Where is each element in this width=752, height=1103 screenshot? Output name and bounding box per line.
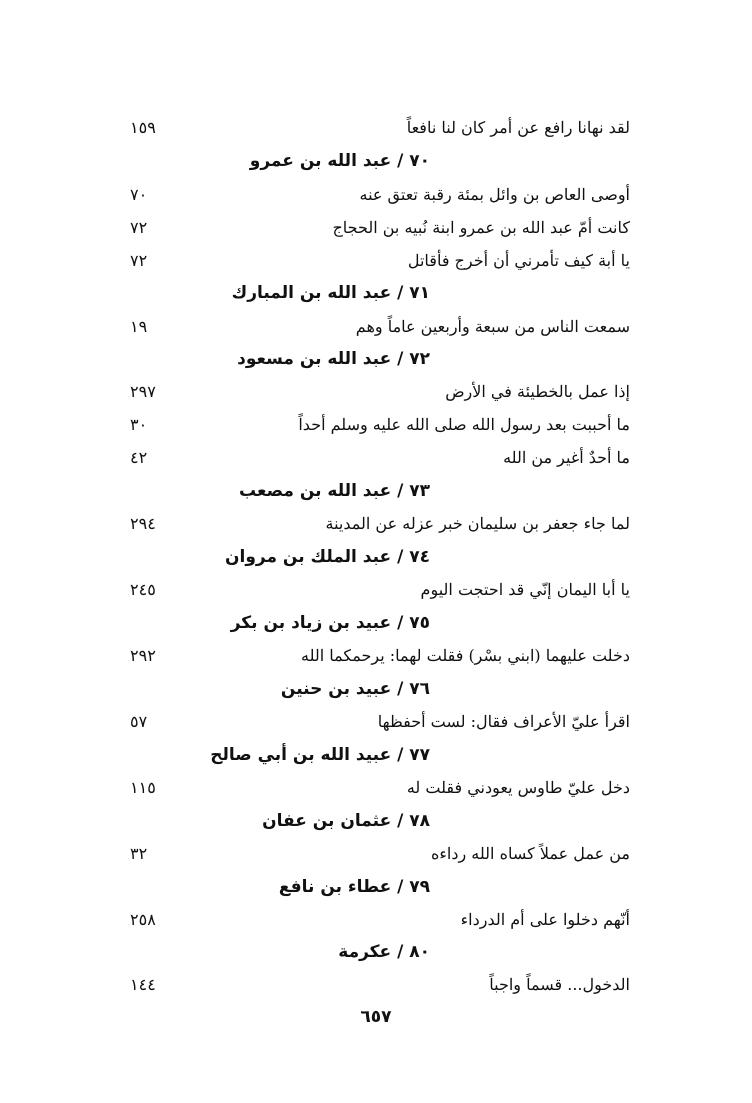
- index-entry: [120, 113, 630, 143]
- entry-page-number: ٧٢: [130, 218, 148, 237]
- entry-title: دخلت عليهما (ابني بسْر) فقلت لهما: يرحمكما الله: [301, 646, 630, 665]
- index-entry: [120, 180, 630, 210]
- index-entry: [120, 970, 630, 1000]
- index-entry: [120, 905, 630, 935]
- entry-title: يا أبا اليمان إنّي قد احتجت اليوم: [420, 580, 630, 599]
- index-entry: [120, 839, 630, 869]
- section-heading: ٧٠ / عبد الله بن عمرو: [249, 151, 430, 171]
- section-heading: ٧٣ / عبد الله بن مصعب: [239, 481, 430, 501]
- entry-title: ما أحدٌ أغير من الله: [503, 448, 630, 467]
- index-entry: [120, 641, 630, 671]
- entry-page-number: ١٤٤: [130, 975, 156, 994]
- entry-title: دخل عليّ طاوس يعودني فقلت له: [406, 778, 630, 797]
- entry-title: ما أحببت بعد رسول الله صلى الله عليه وسلم أحداً: [298, 415, 630, 434]
- page-number: ٦٥٧: [360, 1007, 392, 1027]
- index-entry: [120, 575, 630, 605]
- index-entry: [120, 377, 630, 407]
- entry-title: الدخول... قسماً واجباً: [489, 975, 630, 994]
- section-heading: ٧٧ / عبيد الله بن أبي صالح: [210, 745, 430, 765]
- entry-page-number: ٧٠: [130, 185, 148, 204]
- index-entry: [120, 509, 630, 539]
- section-heading: ٧٩ / عطاء بن نافع: [278, 877, 430, 897]
- index-entry: [120, 312, 630, 342]
- section-heading: ٧٨ / عثمان بن عفان: [262, 811, 430, 831]
- entry-page-number: ٣٢: [130, 844, 148, 863]
- entry-page-number: ٤٢: [130, 448, 148, 467]
- entry-page-number: ٢٩٧: [130, 382, 156, 401]
- entry-title: أنّهم دخلوا على أم الدرداء: [460, 910, 630, 929]
- entry-page-number: ٧٢: [130, 251, 148, 270]
- entry-title: من عمل عملاً كساه الله رداءه: [431, 844, 630, 863]
- entry-page-number: ١٩: [130, 317, 148, 336]
- entry-title: سمعت الناس من سبعة وأربعين عاماً وهم: [355, 317, 630, 336]
- index-entry: [120, 443, 630, 473]
- entry-title: يا أبة كيف تأمرني أن أخرج فأقاتل: [407, 251, 630, 270]
- entry-title: أوصى العاص بن وائل بمئة رقبة تعتق عنه: [359, 185, 630, 204]
- section-heading: ٧٦ / عبيد بن حنين: [280, 679, 430, 699]
- index-entry: [120, 707, 630, 737]
- entry-title: لما جاء جعفر بن سليمان خبر عزله عن المدينة: [325, 514, 630, 533]
- entry-page-number: ٢٩٢: [130, 646, 156, 665]
- index-entry: [120, 246, 630, 276]
- entry-page-number: ٢٤٥: [130, 580, 156, 599]
- index-entry: [120, 213, 630, 243]
- entry-title: إذا عمل بالخطيئة في الأرض: [445, 382, 630, 401]
- index-entry: [120, 773, 630, 803]
- entry-page-number: ٥٧: [130, 712, 148, 731]
- section-heading: ٧٤ / عبد الملك بن مروان: [224, 547, 430, 567]
- entry-page-number: ٢٥٨: [130, 910, 156, 929]
- entry-page-number: ١٥٩: [130, 118, 156, 137]
- entry-page-number: ١١٥: [130, 778, 156, 797]
- entry-title: كانت أمّ عبد الله بن عمرو ابنة نُبيه بن الحجاج: [332, 218, 630, 237]
- index-entry: [120, 410, 630, 440]
- section-heading: ٧٥ / عبيد بن زياد بن بكر: [230, 613, 430, 633]
- entry-page-number: ٢٩٤: [130, 514, 156, 533]
- section-heading: ٧١ / عبد الله بن المبارك: [231, 283, 430, 303]
- entry-title: لقد نهانا رافع عن أمر كان لنا نافعاً: [406, 118, 630, 137]
- section-heading: ٧٢ / عبد الله بن مسعود: [237, 349, 430, 369]
- entry-title: اقرأ عليّ الأعراف فقال: لست أحفظها: [377, 712, 630, 731]
- entry-page-number: ٣٠: [130, 415, 148, 434]
- section-heading: ٨٠ / عكرمة: [338, 942, 430, 962]
